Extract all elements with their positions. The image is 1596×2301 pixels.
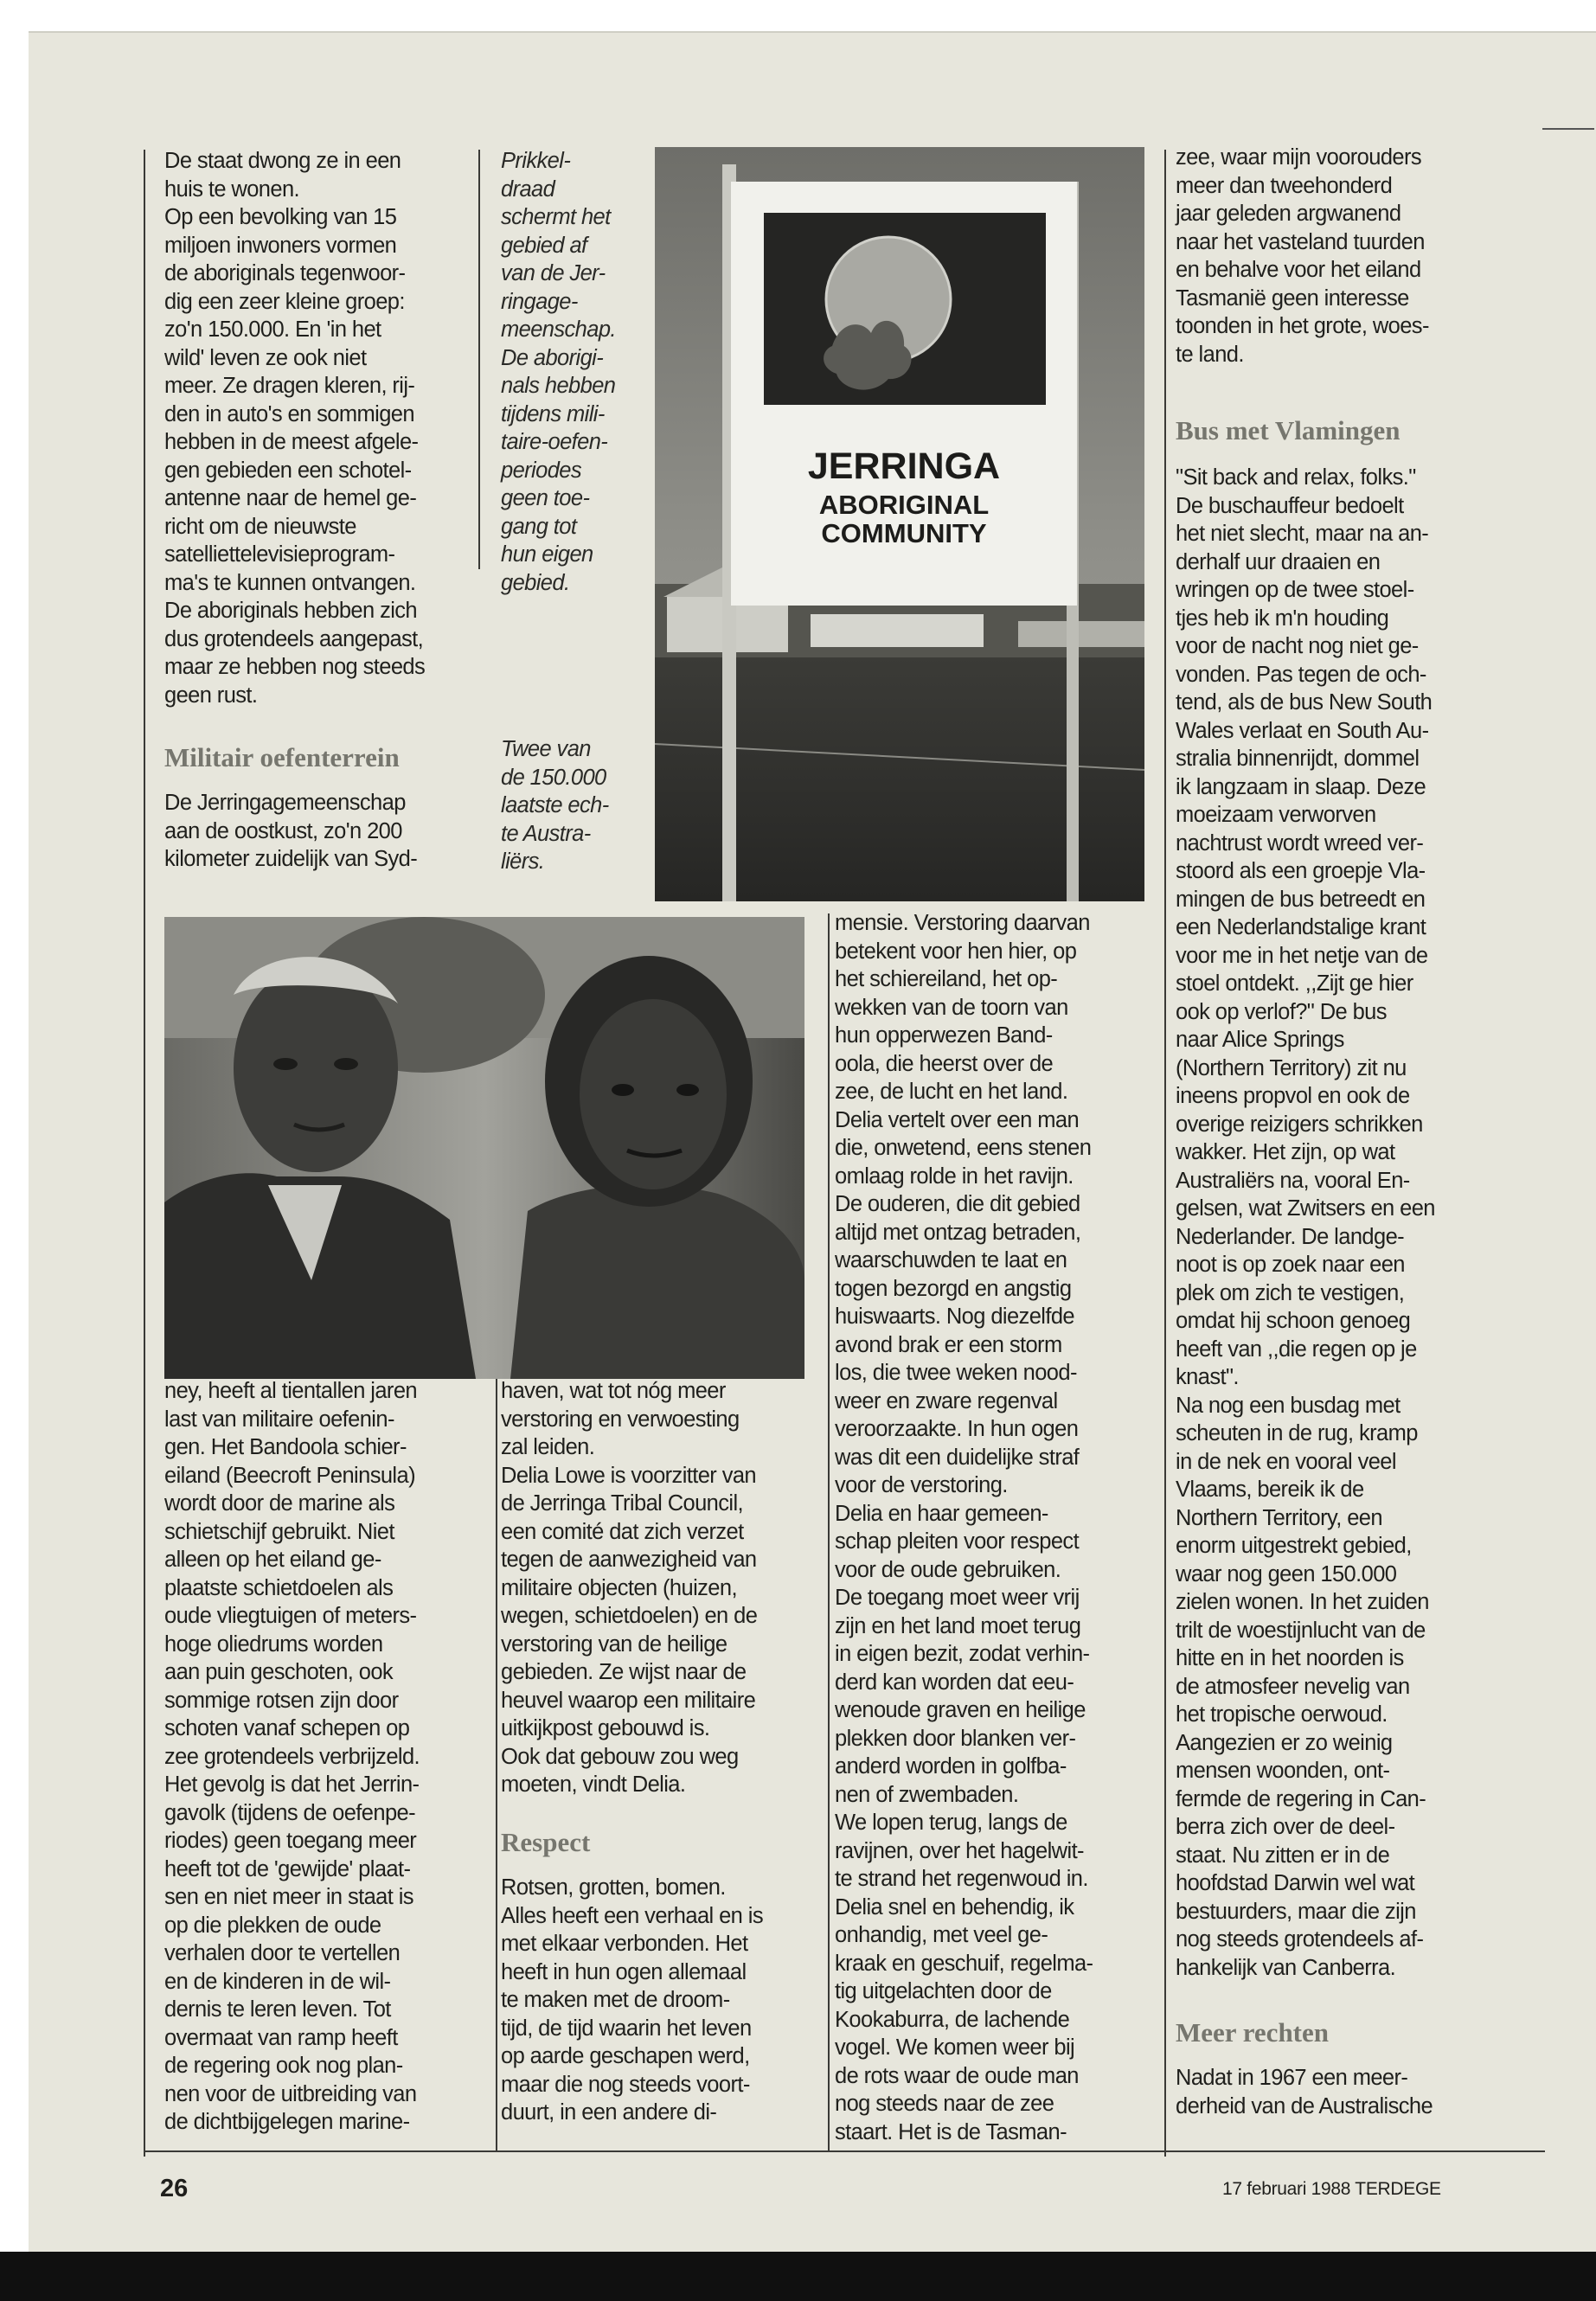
column4-body-bus: "Sit back and relax, folks." De buschauffeur bedoelt het niet slecht, maar na an- derhalf uur draaien en wringen op de twee stoel- tjes heb ik m'n houding voor de nacht nog niet ge- vonden. Pas tegen de och- tend, als de bus New South Wales verlaat en South Au- stralia binnenrijdt, dommel ik langzaam in slaap. Deze moeizaam verworven nachtrust wordt wreed ver- stoord als een groepje Vla- mingen de bus betreedt en een Nederlandstalige krant voor me in het netje van de stoel ontdekt. ,,Zijt ge hier ook op verlof?" De bus naar Alice Springs (Northern Territory) zit nu ineens propvol en ook de overige reizigers schrikken wakker. Het zijn, op wat Australiërs na, vooral En- gelsen, wat Zwitsers en een Nederlander. De landge- noot is op zoek naar een plek om zich te vestigen, omdat hij schoon genoeg heeft van ,,die regen op je knast". Na nog een busdag met scheuten in de rug, kramp in de nek en vooral veel Vlaams, bereik ik de Northern Territory, een enorm uitgestrekt gebied, waar nog geen 150.000 zielen wonen. In het zuiden trilt de woestijnlucht van de hitte en in het noorden is de atmosfeer nevelig van het tropische oerwoud. Aangezien er zo weinig mensen woonden, ont- fermde de regering in Can- berra zich over de deel- staat. Nu zitten er in de hoofdstad Darwin wel wat bestuurders, maar die zijn nog steeds grotendeels af- hankelijk van Canberra.: [1176, 465, 1435, 1980]
subheading-militair-oefenterrein: Militair oefenterrein: [164, 742, 400, 772]
column1-body-top: De staat dwong ze in een huis te wonen. Op een bevolking van 15 miljoen inwoners vormen de aboriginals tegenwoor- dig een zeer kleine groep: zo'n 150.000. En 'in het wild' leven ze ook niet meer. Ze dragen kleren, rij- den in auto's en sommigen hebben in de meest afgele- gen gebieden een schotel- antenne naar de hemel ge- richt om de nieuwste satelliettelevisieprogram- ma's te kunnen ontvangen. De aboriginals hebben zich dus grotendeels aangepast, maar ze hebben nog steeds geen rust.: [164, 149, 426, 708]
scan-bottom-edge: [0, 2252, 1596, 2301]
magazine-page: [29, 31, 1596, 2252]
subheading-meer-rechten: Meer rechten: [1176, 2017, 1330, 2048]
column1-body-bottom: ney, heeft al tientallen jaren last van militaire oefenin- gen. Het Bandoola schier- eiland (Beecroft Peninsula) wordt door de marine als schietschijf gebruikt. Niet alleen op het eiland ge- plaatste schietdoelen als oude vliegtuigen of meters- hoge oliedrums worden aan puin geschoten, ook sommige rotsen zijn door schoten vanaf schepen op zee grotendeels verbrijzeld. Het gevolg is dat het Jerrin- gavolk (tijdens de oefenpe- riodes) geen toegang meer heeft tot de 'gewijde' plaat- sen en niet meer in staat is op die plekken de oude verhalen door te vertellen en de kinderen in de wil- dernis te leren leven. Tot overmaat van ramp heeft de regering ook nog plan- nen voor de uitbreiding van de dichtbijgelegen marine-: [164, 1379, 420, 2134]
subheading-respect: Respect: [501, 1827, 591, 1857]
column1-body-mid: De Jerringagemeenschap aan de oostkust, zo'n 200 kilometer zuidelijk van Syd-: [164, 791, 418, 871]
bottom-rule: [144, 2150, 1545, 2152]
portrait-photo-image: [164, 917, 804, 1379]
sign-text-aboriginal: ABORIGINAL: [818, 490, 990, 520]
column-rule: [1164, 150, 1166, 2157]
sign-photo: [655, 147, 1144, 901]
column4-body-rechten: Nadat in 1967 een meer- derheid van de Australische: [1176, 2066, 1433, 2118]
page-number: 26: [160, 2175, 189, 2202]
portrait-photo-caption: Twee van de 150.000 laatste ech- te Austra- liërs.: [501, 737, 609, 874]
sign-text-jerringa: JERRINGA: [807, 445, 1001, 487]
sign-photo-caption: Prikkel- draad schermt het gebied af van de Jer- ringage- meenschap. De aborigi- nals hebben tijdens mili- taire-oefen- periodes geen toe- gang tot hun eigen gebied.: [501, 149, 616, 595]
subheading-bus-met-vlamingen: Bus met Vlamingen: [1176, 415, 1401, 445]
issue-date-footer: 17 februari 1988 TERDEGE: [1222, 2179, 1441, 2199]
page-top-edge: [29, 31, 1596, 33]
portrait-photo: [164, 917, 804, 1379]
top-right-rule: [1542, 128, 1594, 130]
column2-body: haven, wat tot nóg meer verstoring en verwoesting zal leiden. Delia Lowe is voorzitter van de Jerringa Tribal Council, een comité dat zich verzet tegen de aanwezigheid van militaire objecten (huizen, wegen, schietdoelen) en de verstoring van de heilige gebieden. Ze wijst naar de heuvel waarop een militaire uitkijkpost gebouwd is. Ook dat gebouw zou weg moeten, vindt Delia.: [501, 1379, 758, 1797]
column-rule: [144, 150, 145, 2157]
column4-body-top: zee, waar mijn voorouders meer dan tweehonderd jaar geleden argwanend naar het vasteland tuurden en behalve voor het eiland Tasmanië geen interesse toonden in het grote, woes- te land.: [1176, 145, 1429, 367]
column2-body-respect: Rotsen, grotten, bomen. Alles heeft een verhaal en is met elkaar verbonden. Het heeft in hun ogen allemaal te maken met de droom- tijd, de tijd waarin het leven op aarde geschapen werd, maar die nog steeds voort- duurt, in een andere di-: [501, 1875, 763, 2125]
sign-photo-image: [655, 147, 1144, 901]
column3-body: mensie. Verstoring daarvan betekent voor hen hier, op het schiereiland, het op- wekken van de toorn van hun opperwezen Band- oola, die heerst over de zee, de lucht en het land. Delia vertelt over een man die, onwetend, eens stenen omlaag rolde in het ravijn. De ouderen, die dit gebied altijd met ontzag betraden, waarschuwden te laat en togen bezorgd en angstig huiswaarts. Nog diezelfde avond brak er een storm los, die twee weken nood- weer en zware regenval veroorzaakte. In hun ogen was dit een duidelijke straf voor de verstoring. Delia en haar gemeen- schap pleiten voor respect voor de oude gebruiken. De toegang moet weer vrij zijn en het land moet terug in eigen bezit, zodat verhin- derd kan worden dat eeu- wenoude graven en heilige plekken door blanken ver- anderd worden in golfba- nen of zwembaden. We lopen terug, langs de ravijnen, over het hagelwit- te strand het regenwoud in. Delia snel en behendig, ik onhandig, met veel ge- kraak en geschuif, regelma- tig uitgelachten door de Kookaburra, de lachende vogel. We komen weer bij de rots waar de oude man nog steeds naar de zee staart. Het is de Tasman-: [835, 911, 1093, 2144]
column-rule: [496, 1363, 497, 2150]
sign-text-community: COMMUNITY: [821, 518, 987, 548]
